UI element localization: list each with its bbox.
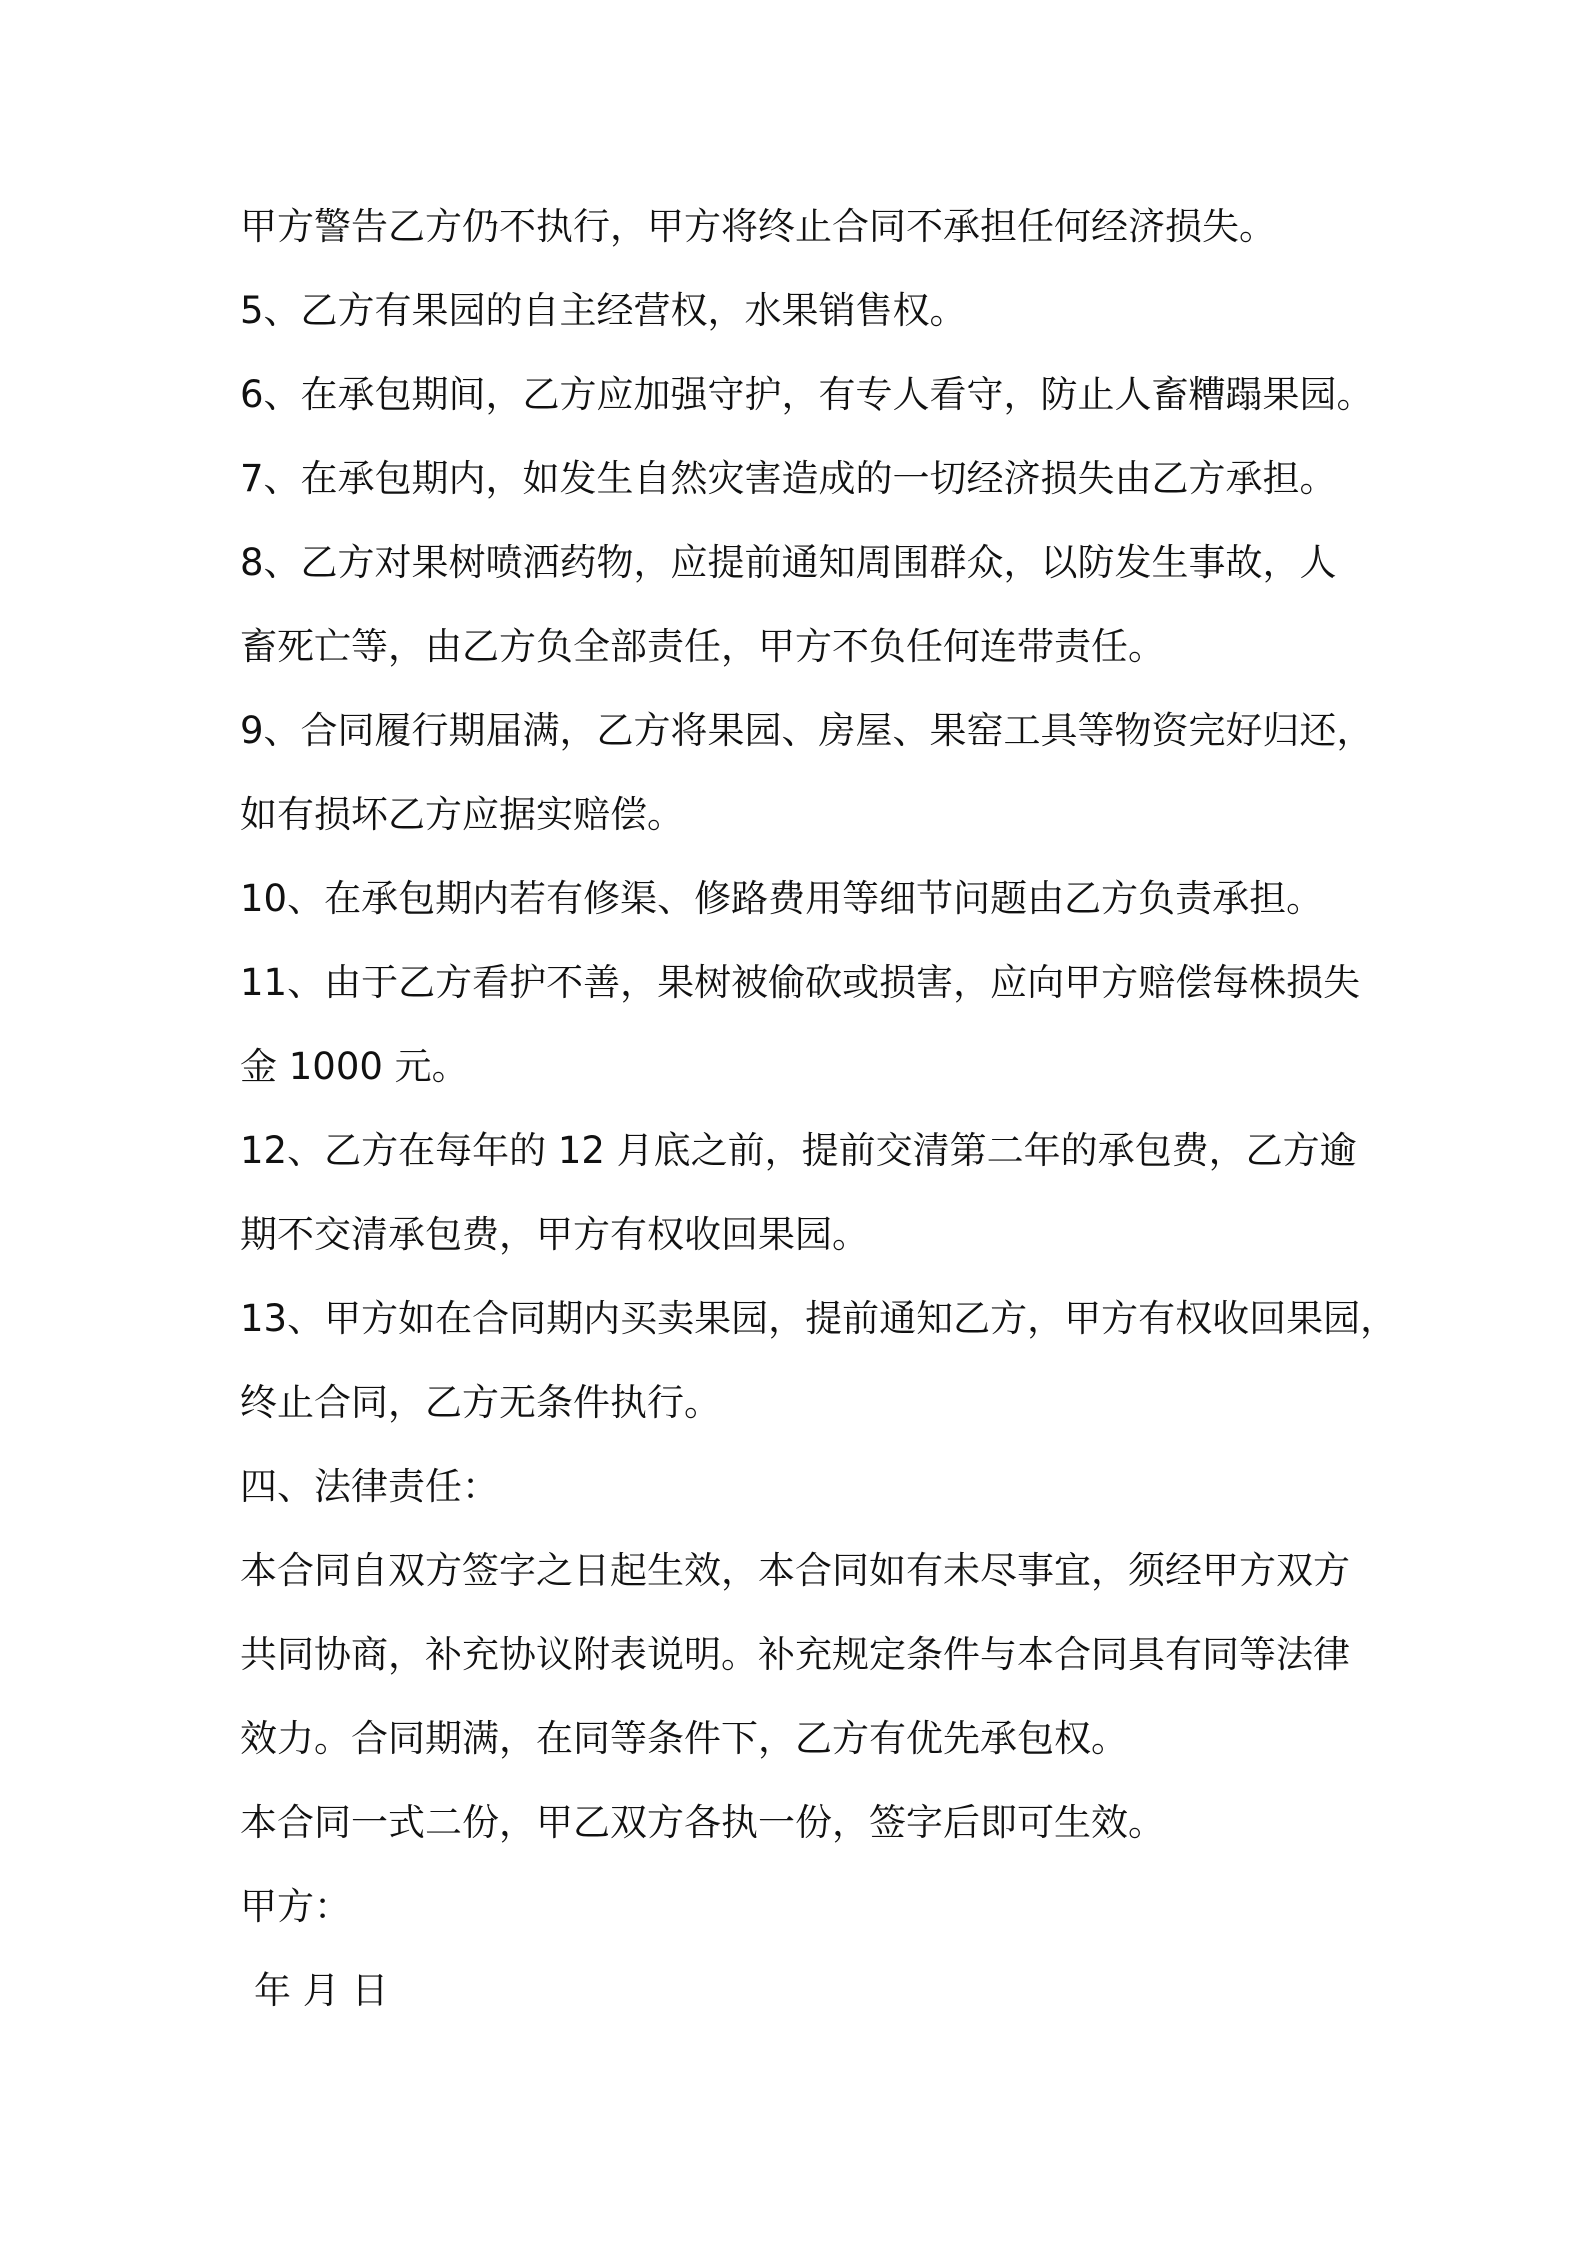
section-heading: 四、法律责任：	[240, 1465, 499, 1508]
paragraph-line: 本合同自双方签字之日起生效，本合同如有未尽事宜，须经甲方双方	[240, 1549, 1350, 1592]
date-line: 年 月 日	[254, 1969, 389, 2012]
clause-8-continued: 畜死亡等，由乙方负全部责任，甲方不负任何连带责任。	[240, 625, 1165, 668]
clause-7: 7、在承包期内，如发生自然灾害造成的一切经济损失由乙方承担。	[240, 457, 1337, 500]
clause-12-continued: 期不交清承包费，甲方有权收回果园。	[240, 1213, 869, 1256]
clause-11-continued: 金 1000 元。	[240, 1045, 469, 1088]
paragraph-line: 共同协商，补充协议附表说明。补充规定条件与本合同具有同等法律	[240, 1633, 1350, 1676]
clause-8: 8、乙方对果树喷洒药物，应提前通知周围群众，以防发生事故，人	[240, 541, 1337, 584]
clause-10: 10、在承包期内若有修渠、修路费用等细节问题由乙方负责承担。	[240, 877, 1324, 920]
paragraph-line: 本合同一式二份，甲乙双方各执一份，签字后即可生效。	[240, 1801, 1165, 1844]
clause-12: 12、乙方在每年的 12 月底之前，提前交清第二年的承包费，乙方逾	[240, 1129, 1357, 1172]
clause-5: 5、乙方有果园的自主经营权，水果销售权。	[240, 289, 967, 332]
party-a-signature-label: 甲方：	[240, 1885, 351, 1928]
clause-9: 9、合同履行期届满，乙方将果园、房屋、果窑工具等物资完好归还，	[240, 709, 1374, 752]
text-line: 甲方警告乙方仍不执行，甲方将终止合同不承担任何经济损失。	[240, 205, 1276, 248]
clause-13-continued: 终止合同，乙方无条件执行。	[240, 1381, 721, 1424]
clause-9-continued: 如有损坏乙方应据实赔偿。	[240, 793, 684, 836]
clause-13: 13、甲方如在合同期内买卖果园，提前通知乙方，甲方有权收回果园，	[240, 1297, 1398, 1340]
clause-6: 6、在承包期间，乙方应加强守护，有专人看守，防止人畜糟蹋果园。	[240, 373, 1374, 416]
clause-11: 11、由于乙方看护不善，果树被偷砍或损害，应向甲方赔偿每株损失	[240, 961, 1361, 1004]
paragraph-line: 效力。合同期满，在同等条件下，乙方有优先承包权。	[240, 1717, 1128, 1760]
